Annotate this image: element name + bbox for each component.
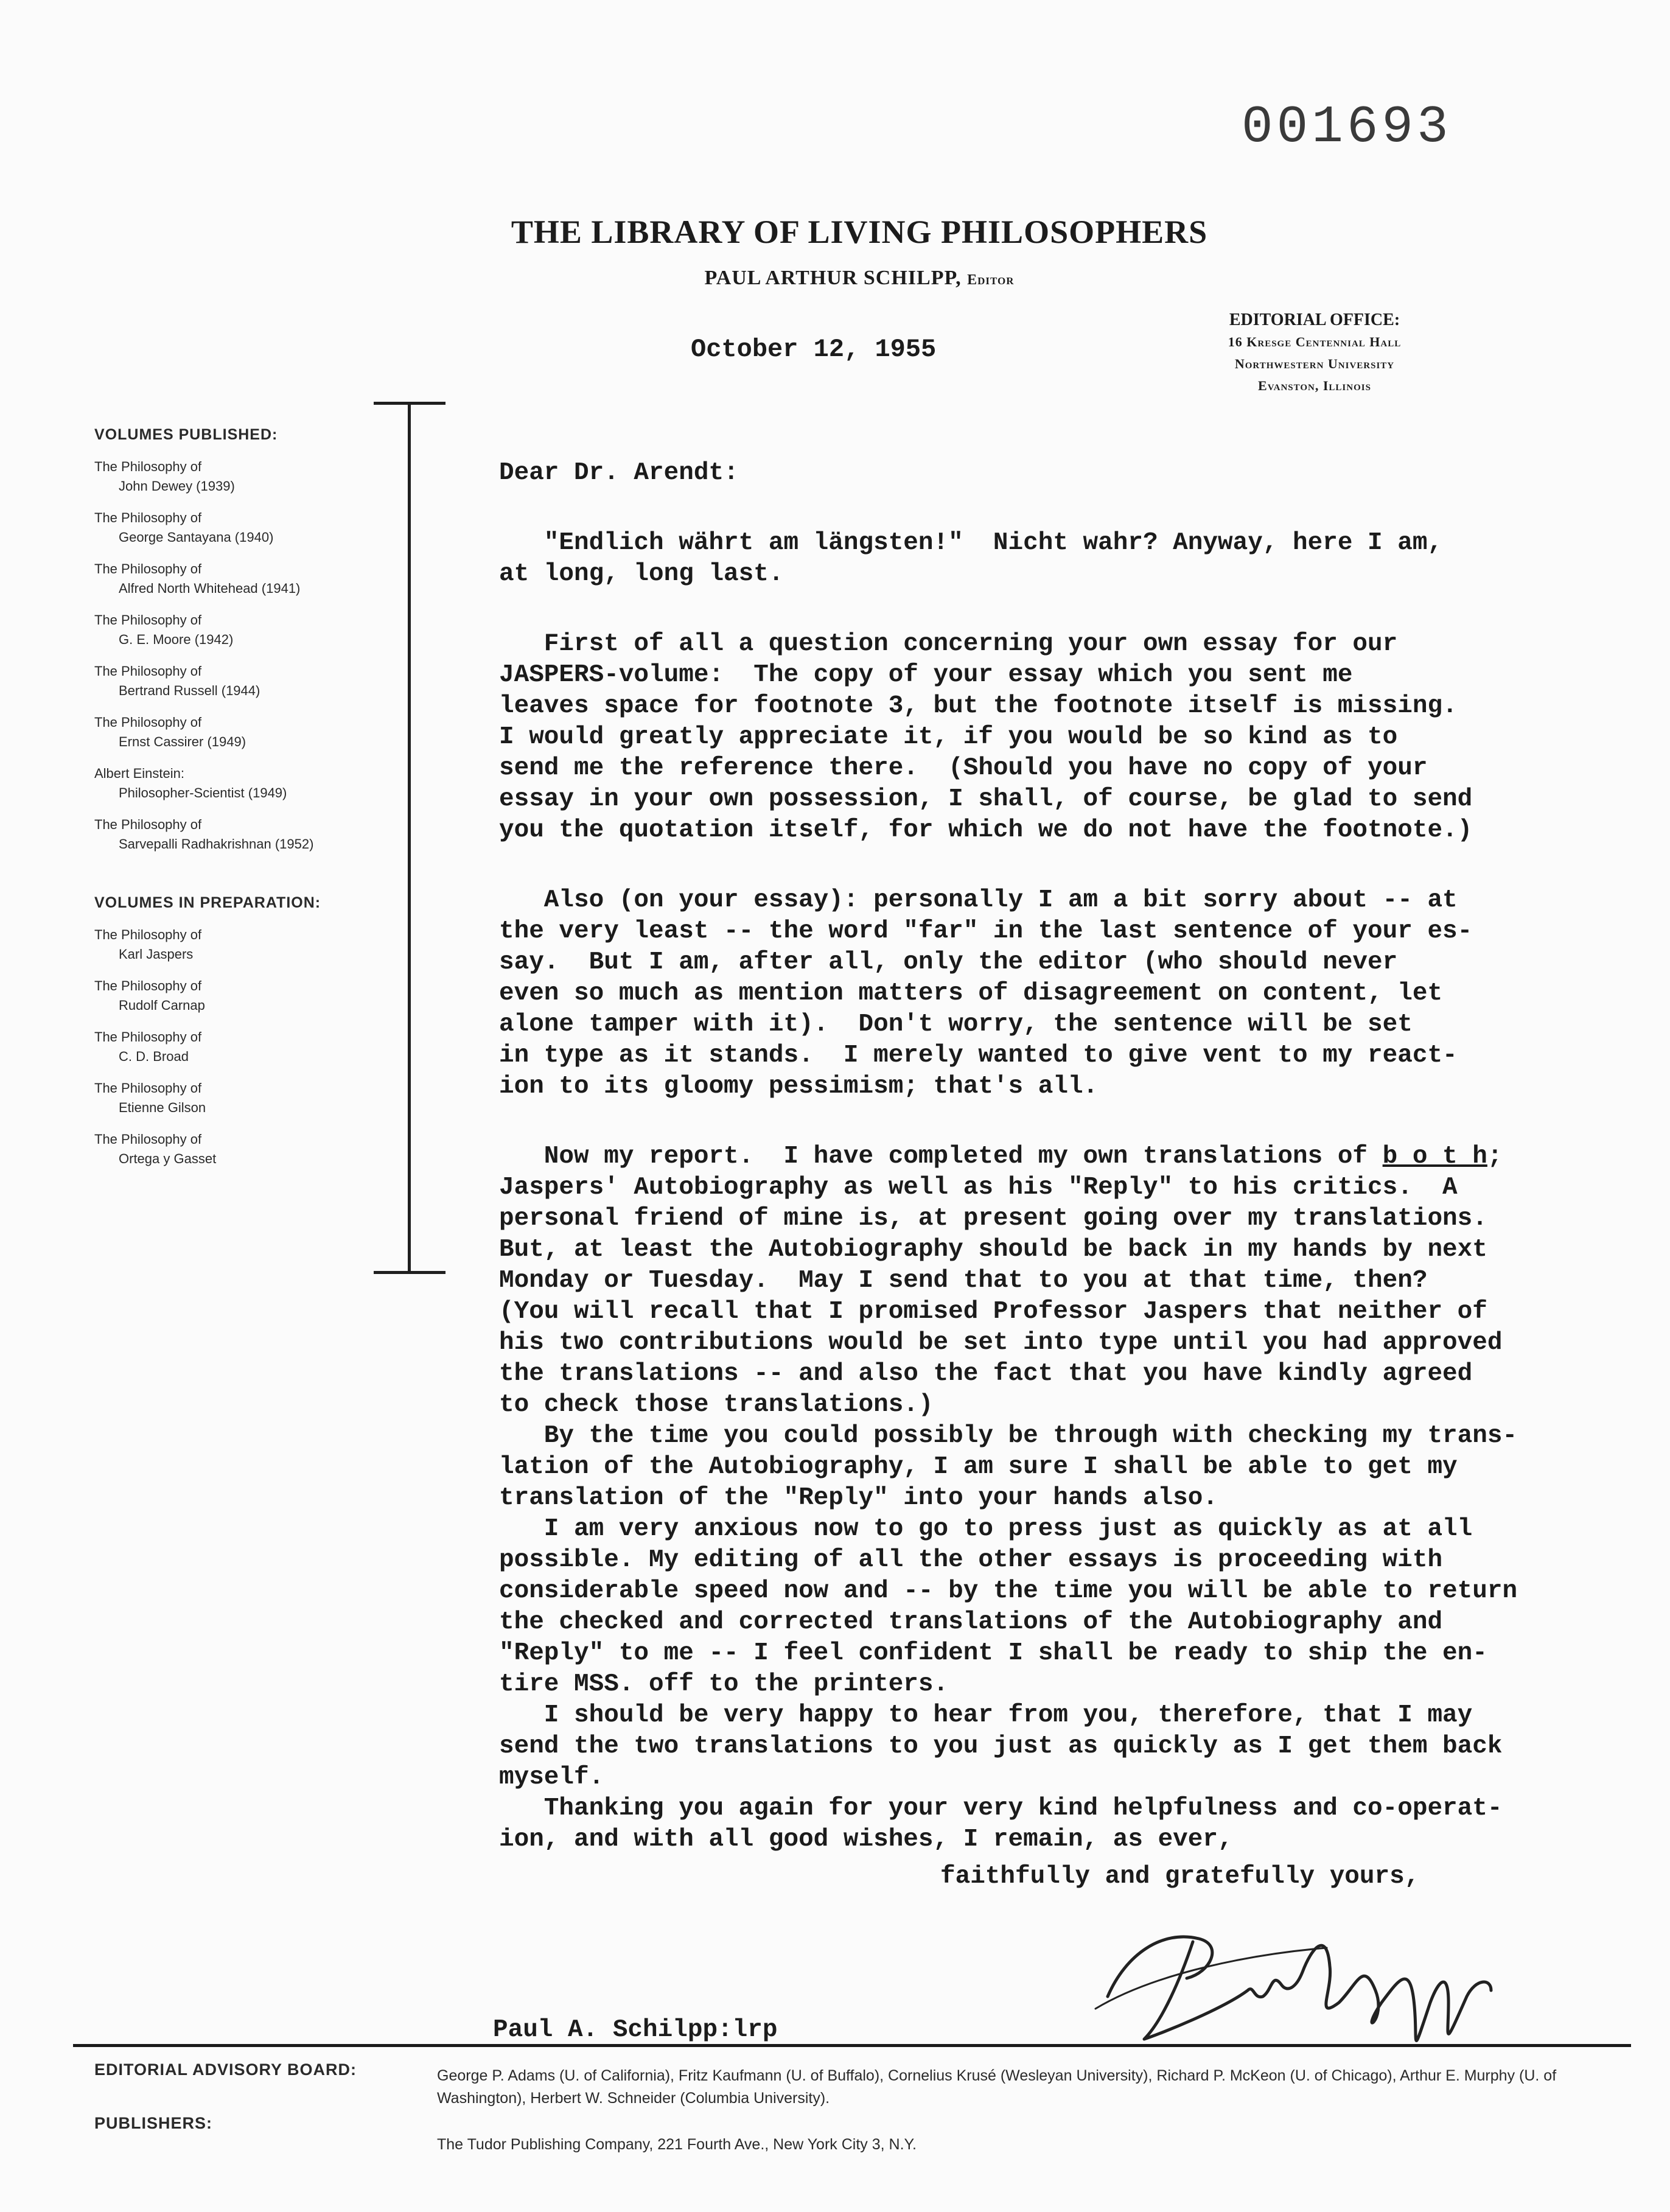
office-line: Northwestern University [1234,356,1395,371]
emphasized-word: b o t h [1382,1143,1487,1171]
closing: faithfully and gratefully yours, [940,1863,1420,1891]
body-line: leaves space for footnote 3, but the footnote itself is missing. [499,692,1458,720]
body-line: I would greatly appreciate it, if you would be so kind as to [499,723,1398,751]
body-line: JASPERS-volume: The copy of your essay which you sent me [499,661,1353,689]
body-line: essay in your own possession, I shall, of course, be glad to send [499,785,1473,813]
body-line: "Reply" to me -- I feel confident I shall be ready to ship the en- [499,1639,1487,1667]
body-line: alone tamper with it). Don't worry, the sentence will be set [499,1010,1413,1038]
advisory-board-label: EDITORIAL ADVISORY BOARD: [94,2060,357,2079]
office-line: Evanston, Illinois [1258,378,1371,393]
footer-rule [73,2044,1631,2047]
list-item: The Philosophy of C. D. Broad [94,1029,202,1064]
body-line: tire MSS. off to the printers. [499,1670,949,1698]
document-number: 001693 [1242,97,1452,157]
volumes-published-heading: VOLUMES PUBLISHED: [94,426,278,443]
body-line: ion, and with all good wishes, I remain, as ever, [499,1825,1233,1853]
body-line: myself. [499,1763,604,1791]
body-line: Also (on your essay): personally I am a bit sorry about -- at [499,886,1458,914]
body-line: the translations -- and also the fact that you have kindly agreed [499,1360,1473,1388]
editorial-office-block [1181,309,1448,397]
letterhead-editor [0,267,1670,290]
list-item: The Philosophy of Bertrand Russell (1944) [94,663,260,698]
body-line: (You will recall that I promised Professor Jaspers that neither of [499,1298,1487,1326]
body-line: lation of the Autobiography, I am sure I shall be able to get my [499,1453,1458,1481]
body-line: send me the reference there. (Should you have no copy of your [499,754,1428,782]
list-item: Albert Einstein: Philosopher-Scientist (1949) [94,766,287,800]
body-line: Monday or Tuesday. May I send that to you at that time, then? [499,1267,1428,1295]
body-line: ion to its gloomy pessimism; that's all. [499,1073,1099,1101]
office-label: EDITORIAL OFFICE: [1229,310,1400,329]
publishers-label: PUBLISHERS: [94,2114,213,2132]
body-line: First of all a question concerning your own essay for our [499,630,1398,658]
body-line: Now my report. I have completed my own translations of b o t h; [499,1143,1503,1171]
body-line: send the two translations to you just as quickly as I get them back [499,1732,1503,1760]
body-line: I should be very happy to hear from you, therefore, that I may [499,1701,1473,1729]
body-line: By the time you could possibly be through with checking my trans- [499,1422,1518,1450]
list-item: The Philosophy of Ortega y Gasset [94,1132,217,1166]
body-line: say. But I am, after all, only the editor (who should never [499,948,1398,976]
list-item: The Philosophy of George Santayana (1940) [94,510,274,545]
body-line: you the quotation itself, for which we do not have the footnote.) [499,816,1473,844]
body-line: even so much as mention matters of disagreement on content, let [499,979,1443,1007]
handwritten-signature [1071,1881,1509,2063]
body-line: "Endlich währt am längsten!" Nicht wahr? Anyway, here I am, [499,529,1443,557]
list-item: The Philosophy of Rudolf Carnap [94,978,205,1013]
letterhead-title: THE LIBRARY OF LIVING PHILOSOPHERS [511,214,1208,250]
volumes-preparation-heading: VOLUMES IN PREPARATION: [94,894,321,911]
sidebar-volume-list [94,426,411,1169]
salutation: Dear Dr. Arendt: [499,459,739,487]
editor-name: PAUL ARTHUR SCHILPP, [704,267,962,289]
list-item: The Philosophy of G. E. Moore (1942) [94,612,234,647]
body-line: personal friend of mine is, at present going over my translations. [499,1205,1487,1233]
advisory-board-text: George P. Adams (U. of California), Fritz Kaufmann (U. of Buffalo), Cornelius Krusé (Wesleyan University), Richard P. McKeon (U. of Chicago), Arthur E. Murphy (U. of Washington), Herbert W. Schneider (Columbia University). [437,2067,1557,2107]
list-item: The Philosophy of Ernst Cassirer (1949) [94,715,246,749]
office-line: 16 Kresge Centennial Hall [1228,334,1402,349]
body-line: his two contributions would be set into type until you had approved [499,1329,1503,1357]
signature-line: Paul A. Schilpp:lrp [493,2016,778,2044]
body-line: I am very anxious now to go to press just as quickly as at all [499,1515,1473,1543]
body-line: at long, long last. [499,560,784,588]
body-line: Jaspers' Autobiography as well as his "Reply" to his critics. A [499,1174,1458,1202]
body-line: in type as it stands. I merely wanted to give vent to my react- [499,1041,1458,1069]
body-line: to check those translations.) [499,1391,934,1419]
body-line: considerable speed now and -- by the time you will be able to return [499,1577,1518,1605]
list-item: The Philosophy of Karl Jaspers [94,927,202,962]
letter-body [499,458,1595,1855]
list-item: The Philosophy of Etienne Gilson [94,1080,206,1115]
publishers-text: The Tudor Publishing Company, 221 Fourth Ave., New York City 3, N.Y. [437,2136,917,2153]
body-line: the very least -- the word "far" in the last sentence of your es- [499,917,1473,945]
body-line: But, at least the Autobiography should be back in my hands by next [499,1236,1487,1264]
body-line: translation of the "Reply" into your hands also. [499,1484,1218,1512]
sidebar-bracket-bottom [374,1271,445,1274]
body-line: possible. My editing of all the other essays is proceeding with [499,1546,1443,1574]
body-line: Thanking you again for your very kind helpfulness and co-operat- [499,1794,1503,1822]
body-line: the checked and corrected translations of the Autobiography and [499,1608,1443,1636]
letter-date: October 12, 1955 [691,335,937,364]
list-item: The Philosophy of John Dewey (1939) [94,459,235,494]
list-item: The Philosophy of Alfred North Whitehead (1941) [94,561,301,596]
editor-role: Editor [967,272,1015,288]
list-item: The Philosophy of Sarvepalli Radhakrishnan (1952) [94,817,314,852]
